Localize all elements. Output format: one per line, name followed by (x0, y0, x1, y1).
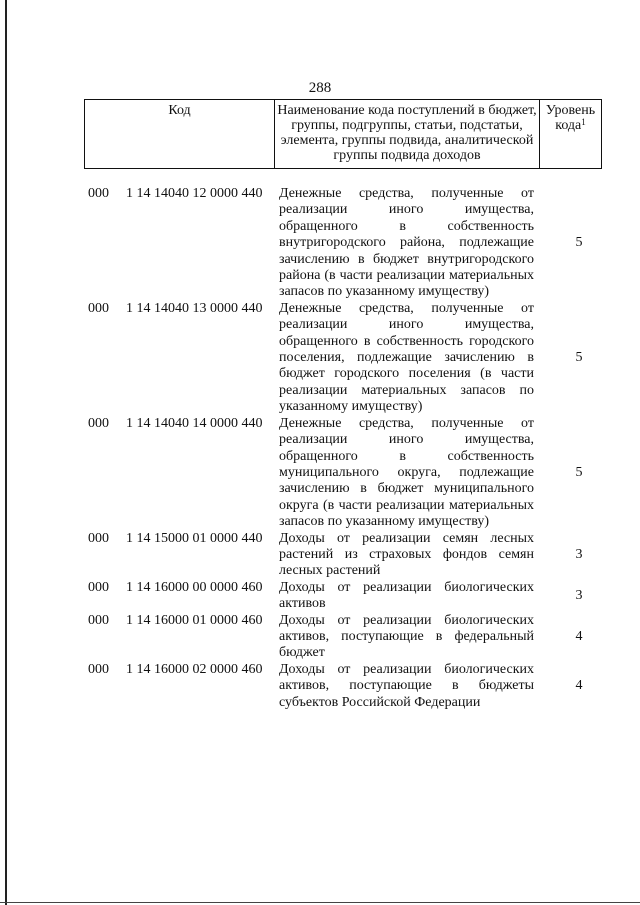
table-row (84, 186, 602, 301)
row-name: Доходы от реализации семян лесных растений из страховых фондов семян лесных растений (279, 530, 534, 579)
row-level: 5 (575, 350, 583, 366)
table-body (84, 186, 602, 711)
table-row (84, 301, 602, 416)
row-level: 3 (575, 546, 583, 562)
row-code: 1 14 16000 02 0000 460 (126, 661, 263, 677)
row-level: 4 (575, 678, 583, 694)
row-admin-code: 000 (88, 186, 109, 201)
row-admin-code: 000 (88, 661, 109, 677)
page-number: 288 (308, 80, 332, 96)
table-row (84, 613, 602, 662)
row-name: Денежные средства, полученные от реализации иного имущества, обращенного в собственность городского поселения, подлежащие зачислению в бюджет городского поселения (в части реализации материальных запасов по указанному имуществу) (279, 300, 534, 415)
header-level-label: Уровень кода (545, 103, 596, 133)
header-code: Код (85, 100, 275, 168)
table-row (84, 580, 602, 613)
row-code: 1 14 15000 01 0000 440 (126, 530, 263, 546)
row-code: 1 14 16000 01 0000 460 (126, 612, 263, 628)
row-admin-code: 000 (88, 300, 109, 316)
row-level: 3 (575, 587, 583, 603)
row-admin-code: 000 (88, 612, 109, 628)
row-code: 1 14 14040 13 0000 440 (126, 300, 263, 316)
table-row (84, 416, 602, 531)
row-code: 1 14 14040 12 0000 440 (126, 186, 263, 201)
table-row (84, 531, 602, 580)
header-level (540, 100, 601, 168)
row-name: Денежные средства, полученные от реализации иного имущества, обращенного в собственность муниципального округа, подлежащие зачислению в бюджет муниципального округа (в части реализации материальных запасов по указанному имуществу) (279, 415, 534, 530)
table-header (84, 99, 602, 169)
table-row (84, 662, 602, 711)
row-name: Доходы от реализации биологических активов (279, 579, 534, 612)
scan-edge-bottom (0, 902, 640, 903)
scan-edge-left (5, 0, 7, 905)
row-name: Денежные средства, полученные от реализации иного имущества, обращенного в собственность внутригородского района, подлежащие зачислению в бюджет внутригородского района (в части реализации материальных запасов по указанному имуществу) (279, 186, 534, 300)
row-name: Доходы от реализации биологических активов, поступающие в федеральный бюджет (279, 612, 534, 661)
row-level: 5 (575, 235, 583, 251)
row-level: 4 (575, 628, 583, 644)
row-code: 1 14 16000 00 0000 460 (126, 579, 263, 595)
row-admin-code: 000 (88, 579, 109, 595)
row-level: 5 (575, 464, 583, 480)
row-admin-code: 000 (88, 415, 109, 431)
header-name: Наименование кода поступлений в бюджет, группы, подгруппы, статьи, подстатьи, элемента, группы подвида, аналитической группы подвида доходов (275, 100, 540, 168)
row-name: Доходы от реализации биологических активов, поступающие в бюджеты субъектов Российской Федерации (279, 661, 534, 710)
row-admin-code: 000 (88, 530, 109, 546)
header-level-footnote: 1 (581, 117, 586, 127)
row-code: 1 14 14040 14 0000 440 (126, 415, 263, 431)
